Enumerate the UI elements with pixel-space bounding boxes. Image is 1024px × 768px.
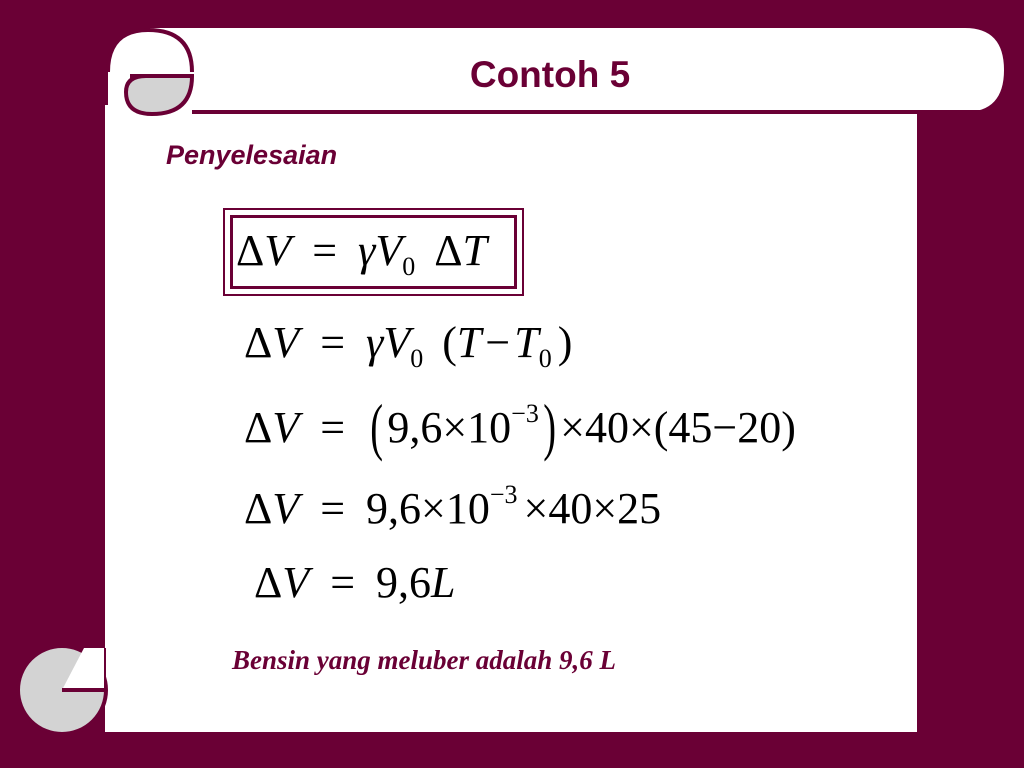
var-v: V bbox=[272, 318, 300, 367]
equals-sign: = bbox=[312, 226, 338, 275]
var-v: V bbox=[264, 226, 292, 275]
big-close-paren: ) bbox=[543, 391, 556, 462]
open-paren: ( bbox=[442, 318, 457, 367]
equals-sign: = bbox=[320, 403, 346, 452]
exponent: −3 bbox=[489, 480, 518, 509]
var-gamma: γ bbox=[366, 318, 384, 367]
delta-symbol: Δ bbox=[236, 226, 265, 275]
delta-symbol: Δ bbox=[244, 484, 273, 533]
equation-5 bbox=[254, 558, 456, 608]
var-v: V bbox=[272, 484, 300, 533]
equals-sign: = bbox=[330, 558, 356, 607]
conclusion-text: Bensin yang meluber adalah 9,6 L bbox=[232, 645, 617, 675]
delta-symbol: Δ bbox=[254, 558, 283, 607]
subscript-zero: 0 bbox=[402, 252, 416, 281]
coefficient: 9,6×10 bbox=[366, 484, 490, 533]
delta-symbol: Δ bbox=[244, 318, 273, 367]
equals-sign: = bbox=[320, 318, 346, 367]
big-open-paren: ( bbox=[370, 391, 384, 462]
var-v0: V bbox=[383, 318, 411, 367]
var-t: T bbox=[462, 226, 488, 275]
delta-symbol: Δ bbox=[434, 226, 463, 275]
bottom-curl-icon bbox=[18, 646, 106, 734]
var-gamma: γ bbox=[358, 226, 376, 275]
close-paren: ) bbox=[557, 318, 573, 367]
result-value: 9,6 bbox=[376, 558, 432, 607]
equation-4 bbox=[244, 480, 662, 534]
var-v: V bbox=[282, 558, 310, 607]
equation-2 bbox=[244, 318, 573, 373]
page-title: Contoh 5 bbox=[469, 54, 631, 95]
exponent: −3 bbox=[511, 399, 539, 428]
var-t: T bbox=[456, 318, 482, 367]
subscript-zero: 0 bbox=[538, 344, 552, 373]
minus-sign: − bbox=[485, 318, 511, 367]
var-v: V bbox=[272, 403, 300, 452]
equals-sign: = bbox=[320, 484, 346, 533]
subscript-zero: 0 bbox=[410, 344, 424, 373]
equation-boxed bbox=[236, 226, 488, 281]
product-terms: ×40×25 bbox=[523, 484, 662, 533]
coefficient: 9,6×10 bbox=[387, 403, 512, 452]
equation-3 bbox=[244, 391, 796, 462]
var-t0: T bbox=[514, 318, 539, 367]
section-subtitle: Penyelesaian bbox=[166, 140, 338, 170]
var-v0: V bbox=[375, 226, 403, 275]
result-unit: L bbox=[431, 558, 456, 607]
product-terms: ×40×(45−20) bbox=[560, 403, 796, 452]
delta-symbol: Δ bbox=[244, 403, 273, 452]
